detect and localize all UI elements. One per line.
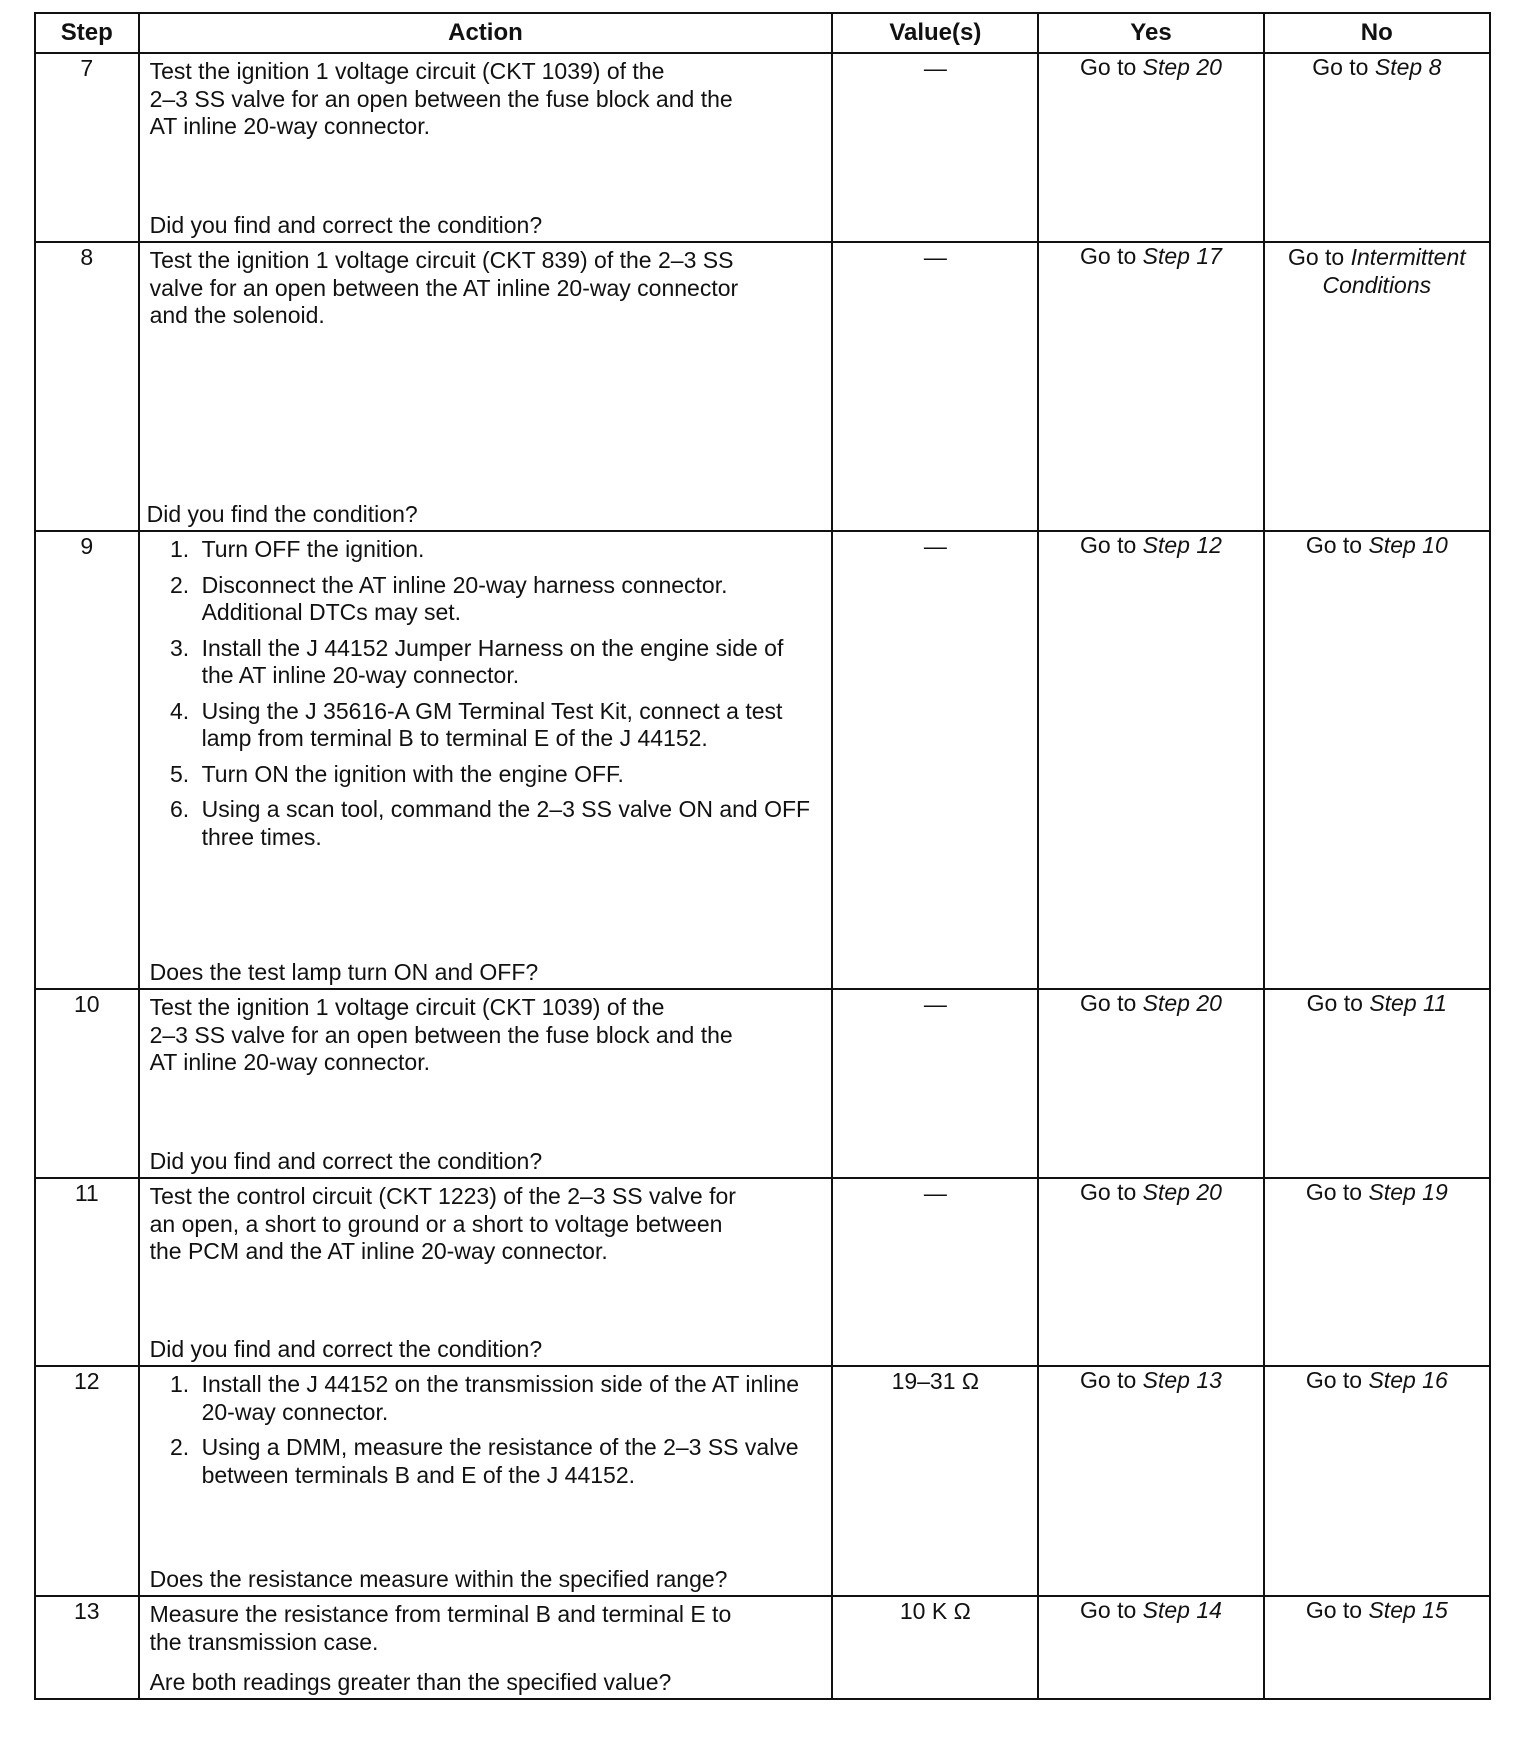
list-item: 1. Turn OFF the ignition. (196, 536, 822, 564)
list-item: 6. Using a scan tool, command the 2–3 SS valve ON and OFF three times. (196, 796, 822, 851)
no-cell: Go to Step 11 (1264, 989, 1490, 1178)
yes-cell: Go to Step 20 (1038, 53, 1263, 242)
action-question: Did you find and correct the condition? (149, 1147, 543, 1174)
goto-link[interactable]: Step 11 (1369, 990, 1447, 1016)
action-question: Does the resistance measure within the specified range? (149, 1565, 728, 1592)
action-question: Did you find and correct the condition? (149, 1335, 543, 1362)
list-item: 5. Turn ON the ignition with the engine OFF. (196, 761, 822, 789)
action-question: Does the test lamp turn ON and OFF? (149, 958, 539, 985)
action-description: Test the ignition 1 voltage circuit (CKT 1039) of the 2–3 SS valve for an open between the fuse block and the AT inline 20-way connector. (149, 58, 733, 139)
goto-link[interactable]: Step 16 (1368, 1367, 1448, 1393)
goto-link[interactable]: Step 20 (1142, 1179, 1222, 1205)
action-description: Test the ignition 1 voltage circuit (CKT 839) of the 2–3 SS valve for an open between the AT inline 20-way connector and the solenoid. (149, 247, 739, 328)
table-row (35, 1178, 1490, 1366)
action-question: Did you find and correct the condition? (149, 211, 543, 238)
list-item: 2. Using a DMM, measure the resistance of the 2–3 SS valve between terminals B and E of the J 44152. (196, 1434, 822, 1489)
list-item: 1. Install the J 44152 on the transmission side of the AT inline 20-way connector. (196, 1371, 822, 1426)
yes-cell: Go to Step 13 (1038, 1366, 1263, 1596)
goto-link[interactable]: Step 8 (1374, 54, 1442, 80)
action-cell (139, 1178, 833, 1366)
goto-link[interactable]: Step 14 (1142, 1597, 1222, 1623)
value-cell: — (832, 53, 1038, 242)
no-cell: Go to Step 8 (1264, 53, 1490, 242)
header-row (35, 13, 1490, 53)
action-description: Test the ignition 1 voltage circuit (CKT 1039) of the 2–3 SS valve for an open between the fuse block and the AT inline 20-way connector. (149, 994, 733, 1075)
action-description: Measure the resistance from terminal B and terminal E to the transmission case. (149, 1601, 732, 1655)
header-step: Step (35, 13, 139, 53)
yes-cell: Go to Step 17 (1038, 242, 1263, 531)
goto-link[interactable]: Step 15 (1368, 1597, 1448, 1623)
action-cell (139, 242, 833, 531)
step-number: 13 (35, 1596, 139, 1699)
table-row (35, 1366, 1490, 1596)
action-steps (150, 1371, 822, 1497)
value-cell: — (832, 1178, 1038, 1366)
goto-link[interactable]: Step 10 (1368, 532, 1448, 558)
diagnostic-table (34, 12, 1491, 1700)
action-question: Did you find the condition? (146, 500, 418, 527)
step-number: 12 (35, 1366, 139, 1596)
header-yes: Yes (1038, 13, 1263, 53)
no-cell: Go to Step 15 (1264, 1596, 1490, 1699)
list-item: 3. Install the J 44152 Jumper Harness on the engine side of the AT inline 20-way connector. (196, 635, 822, 690)
action-description: Test the control circuit (CKT 1223) of the 2–3 SS valve for an open, a short to ground or a short to voltage between the PCM and the AT inline 20-way connector. (149, 1183, 736, 1264)
action-cell (139, 989, 833, 1178)
action-cell (139, 531, 833, 989)
action-cell (139, 53, 833, 242)
goto-link[interactable]: Step 20 (1142, 54, 1222, 80)
table-row (35, 242, 1490, 531)
action-cell (139, 1596, 833, 1699)
header-action: Action (139, 13, 833, 53)
table-row (35, 1596, 1490, 1699)
action-cell (139, 1366, 833, 1596)
action-steps (150, 536, 822, 859)
goto-link[interactable]: Step 17 (1142, 243, 1222, 269)
step-number: 9 (35, 531, 139, 989)
step-number: 7 (35, 53, 139, 242)
value-cell: 19–31 Ω (832, 1366, 1038, 1596)
goto-link[interactable]: Intermittent Conditions (1322, 244, 1466, 298)
table-row (35, 989, 1490, 1178)
goto-link[interactable]: Step 19 (1368, 1179, 1448, 1205)
table-row (35, 53, 1490, 242)
value-cell: — (832, 242, 1038, 531)
yes-cell: Go to Step 20 (1038, 989, 1263, 1178)
step-number: 11 (35, 1178, 139, 1366)
no-cell: Go to Step 16 (1264, 1366, 1490, 1596)
goto-link[interactable]: Step 20 (1142, 990, 1222, 1016)
goto-link[interactable]: Step 12 (1142, 532, 1222, 558)
no-cell: Go to Intermittent Conditions (1264, 242, 1490, 531)
goto-link[interactable]: Step 13 (1142, 1367, 1222, 1393)
header-no: No (1264, 13, 1490, 53)
action-question: Are both readings greater than the specified value? (149, 1668, 672, 1695)
step-number: 10 (35, 989, 139, 1178)
yes-cell: Go to Step 20 (1038, 1178, 1263, 1366)
no-cell: Go to Step 10 (1264, 531, 1490, 989)
list-item: 4. Using the J 35616-A GM Terminal Test Kit, connect a test lamp from terminal B to terminal E of the J 44152. (196, 698, 822, 753)
list-item: 2. Disconnect the AT inline 20-way harness connector. Additional DTCs may set. (196, 572, 822, 627)
step-number: 8 (35, 242, 139, 531)
yes-cell: Go to Step 14 (1038, 1596, 1263, 1699)
value-cell: 10 K Ω (832, 1596, 1038, 1699)
yes-cell: Go to Step 12 (1038, 531, 1263, 989)
table-row (35, 531, 1490, 989)
header-values: Value(s) (832, 13, 1038, 53)
value-cell: — (832, 989, 1038, 1178)
no-cell: Go to Step 19 (1264, 1178, 1490, 1366)
value-cell: — (832, 531, 1038, 989)
